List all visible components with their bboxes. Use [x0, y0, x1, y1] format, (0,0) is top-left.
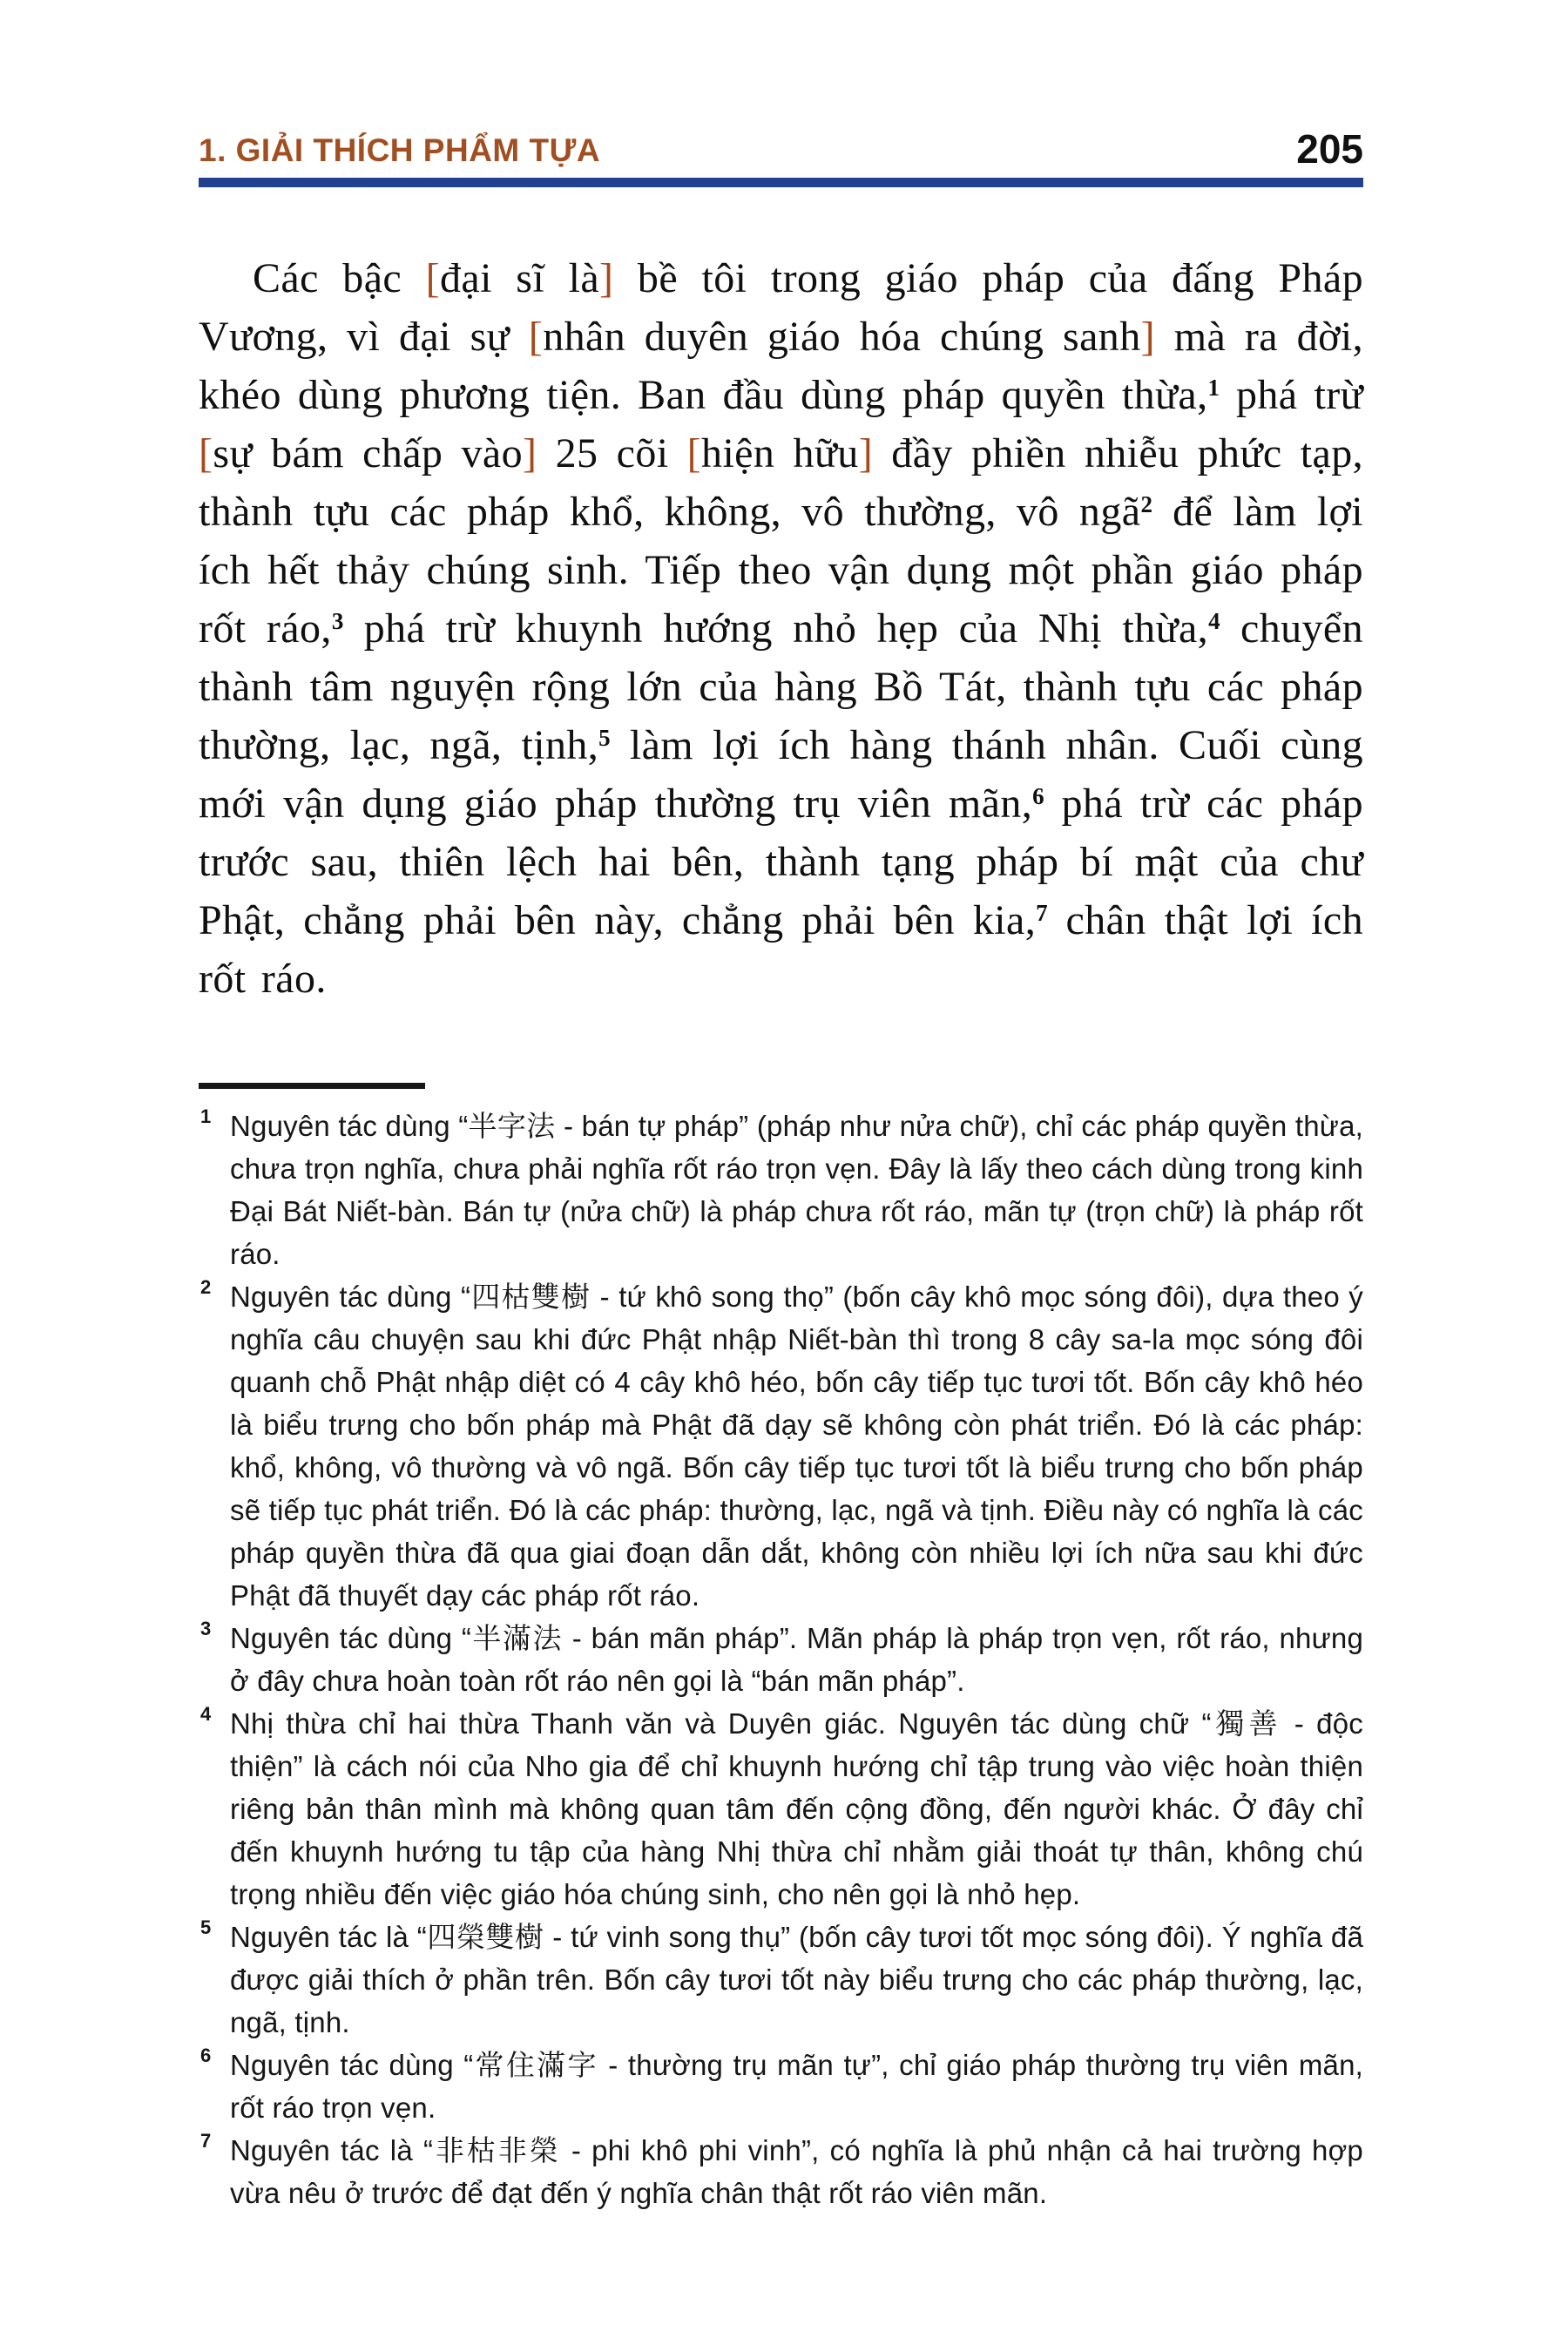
footnote-item	[199, 2044, 1363, 2129]
bracket-mark: [	[425, 255, 440, 301]
footnote-item	[199, 1105, 1363, 1275]
body-text-segment: làm lợi ích hàng thánh nhân. Cuối cùng mới vận dụng giáo pháp thường trụ viên mãn,	[199, 722, 1363, 827]
body-text-segment: Các bậc	[253, 255, 426, 301]
header-rule	[199, 178, 1363, 187]
footnote-item	[199, 1617, 1363, 1702]
footnote-number: 7	[200, 2130, 212, 2152]
footnote-ref: 4	[1208, 608, 1220, 635]
bracket-mark: [	[528, 314, 544, 360]
footnote-number: 1	[200, 1105, 212, 1127]
footnote-text: Nguyên tác dùng “半字法 - bán tự pháp” (pháp như nửa chữ), chỉ các pháp quyền thừa, chưa trọn nghĩa, chưa phải nghĩa rốt ráo trọn vẹn. Đây là lấy theo cách dùng trong kinh Đại Bát Niết-bàn. Bán tự (nửa chữ) là pháp chưa rốt ráo, mãn tự (trọn chữ) là pháp rốt ráo.	[230, 1110, 1363, 1270]
footnote-item	[199, 1702, 1363, 1916]
footnote-ref: 7	[1036, 900, 1048, 927]
footnote-item	[199, 2129, 1363, 2214]
footnote-text: Nhị thừa chỉ hai thừa Thanh văn và Duyên giác. Nguyên tác dùng chữ “獨善 - độc thiện” là cách nói của Nho gia để chỉ khuynh hướng chỉ tập trung vào việc hoàn thiện riêng bản thân mình mà không quan tâm đến cộng đồng, đến người khác. Ở đây chỉ đến khuynh hướng tu tập của hàng Nhị thừa chỉ nhằm giải thoát tự thân, không chú trọng nhiều đến việc giáo hóa chúng sinh, cho nên gọi là nhỏ hẹp.	[230, 1707, 1363, 1910]
bracket-mark: ]	[858, 430, 874, 476]
footnote-ref: 3	[331, 608, 344, 635]
footnote-number: 4	[200, 1703, 212, 1725]
body-text-segment: chuyển thành tâm nguyện rộng lớn của hàng Bồ Tát, thành tựu các pháp thường, lạc, ngã, tịnh,	[199, 605, 1363, 768]
bracket-mark: ]	[1140, 314, 1155, 360]
body-text-segment: 25 cõi	[537, 430, 687, 476]
bracket-mark: ]	[523, 430, 537, 476]
footnote-text: Nguyên tác là “非枯非榮 - phi khô phi vinh”, có nghĩa là phủ nhận cả hai trường hợp vừa nêu ở trước để đạt đến ý nghĩa chân thật rốt ráo viên mãn.	[230, 2134, 1363, 2209]
footnote-number: 3	[200, 1618, 212, 1639]
body-text-segment: mà ra đời, khéo dùng phương tiện. Ban đầu dùng pháp quyền thừa,	[199, 314, 1363, 418]
body-text-segment: đầy phiền nhiễu phức tạp, thành tựu các pháp khổ, không, vô thường, vô ngã	[199, 430, 1364, 535]
body-text-segment: nhân duyên giáo hóa chúng sanh	[543, 314, 1141, 360]
bracket-mark: ]	[599, 255, 614, 301]
footnote-number: 6	[200, 2044, 212, 2066]
footnote-separator	[199, 1083, 425, 1089]
body-text-segment: bề tôi trong giáo pháp của đấng Pháp Vương, vì đại sự	[199, 255, 1363, 360]
bracket-mark: [	[686, 430, 702, 476]
footnote-ref: 6	[1032, 783, 1044, 810]
body-text-segment: đại sĩ là	[439, 255, 600, 301]
body-paragraph	[199, 249, 1363, 1008]
body-text-segment: sự bám chấp vào	[213, 430, 524, 476]
bracket-mark: [	[199, 430, 213, 476]
footnote-ref: 5	[598, 725, 611, 752]
chapter-title: 1. GIẢI THÍCH PHẨM TỰA	[199, 132, 601, 168]
footnote-item	[199, 1916, 1363, 2044]
footnote-ref: 1	[1207, 375, 1220, 402]
footnote-text: Nguyên tác dùng “半滿法 - bán mãn pháp”. Mãn pháp là pháp trọn vẹn, rốt ráo, nhưng ở đây chưa hoàn toàn rốt ráo nên gọi là “bán mãn pháp”.	[230, 1622, 1363, 1697]
page-number: 205	[1296, 126, 1363, 172]
body-text-segment: để làm lợi ích hết thảy chúng sinh. Tiếp theo vận dụng một phần giáo pháp rốt ráo,	[199, 489, 1363, 652]
footnote-ref: 2	[1140, 491, 1152, 518]
footnote-text: Nguyên tác dùng “四枯雙樹 - tứ khô song thọ” (bốn cây khô mọc sóng đôi), dựa theo ý nghĩa câu chuyện sau khi đức Phật nhập Niết-bàn thì trong 8 cây sa-la mọc sóng đôi quanh chỗ Phật nhập diệt có 4 cây khô héo, bốn cây tiếp tục tươi tốt. Bốn cây khô héo là biểu trưng cho bốn pháp mà Phật đã dạy sẽ không còn phát triển. Đó là các pháp: khổ, không, vô thường và vô ngã. Bốn cây tiếp tục tươi tốt là biểu trưng cho bốn pháp sẽ tiếp tục phát triển. Đó là các pháp: thường, lạc, ngã và tịnh. Điều này có nghĩa là các pháp quyền thừa đã qua giai đoạn dẫn dắt, không còn nhiều lợi ích nữa sau khi đức Phật đã thuyết dạy các pháp rốt ráo.	[230, 1281, 1363, 1612]
body-text-segment: hiện hữu	[701, 430, 859, 476]
body-text-segment: chân thật lợi ích rốt ráo.	[199, 897, 1364, 1002]
footnote-list	[199, 1105, 1363, 2214]
footnote-item	[199, 1275, 1363, 1617]
body-text-segment: phá trừ khuynh hướng nhỏ hẹp của Nhị thừa,	[343, 605, 1209, 652]
body-text-segment: phá trừ các pháp trước sau, thiên lệch hai bên, thành tạng pháp bí mật của chư Phật, chẳng phải bên này, chẳng phải bên kia,	[199, 781, 1363, 943]
footnote-number: 5	[200, 1916, 212, 1938]
running-header	[199, 126, 1363, 172]
footnote-text: Nguyên tác dùng “常住滿字 - thường trụ mãn tự”, chỉ giáo pháp thường trụ viên mãn, rốt ráo trọn vẹn.	[230, 2049, 1363, 2124]
footnote-number: 2	[200, 1276, 212, 1298]
body-text-segment: phá trừ	[1220, 372, 1363, 418]
footnote-text: Nguyên tác là “四榮雙樹 - tứ vinh song thụ” (bốn cây tươi tốt mọc sóng đôi). Ý nghĩa đã được giải thích ở phần trên. Bốn cây tươi tốt này biểu trưng cho các pháp thường, lạc, ngã, tịnh.	[230, 1921, 1363, 2038]
